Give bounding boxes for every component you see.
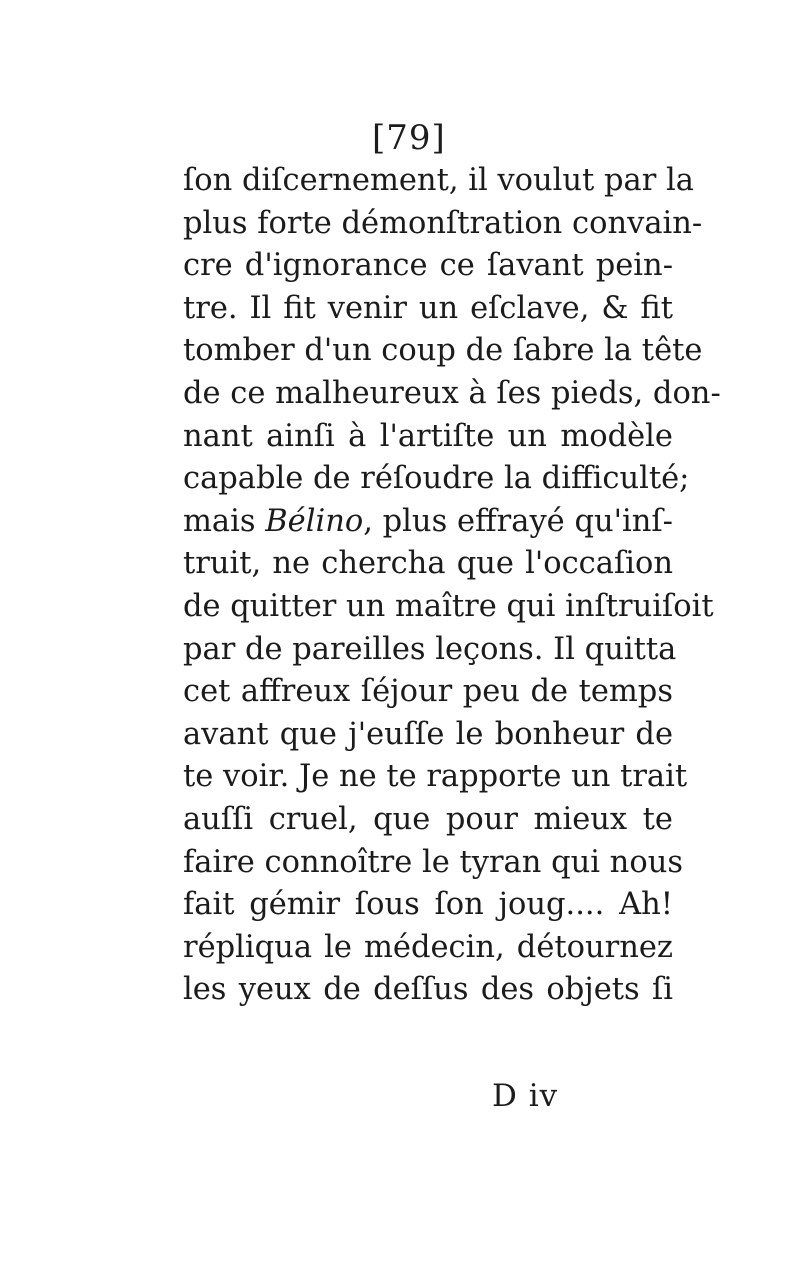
text-line: nant ainſi à l'artiſte un modèle <box>183 418 673 454</box>
text-line: par de pareilles leçons. Il quitta <box>183 631 677 667</box>
text-line: truit, ne chercha que l'occaſion <box>183 546 673 582</box>
italic-name: Bélino <box>265 503 364 539</box>
text-line: les yeux de deſſus des objets ſi <box>183 972 673 1008</box>
text-line: de quitter un maître qui inſtruiſoit <box>183 588 714 624</box>
text-line: plus forte démonſtration convain- <box>183 205 703 241</box>
text-line: cre d'ignorance ce ſavant pein- <box>183 248 673 284</box>
text-line: ſon diſcernement, il voulut par la <box>183 163 694 198</box>
text-line: faire connoître le tyran qui nous <box>183 844 683 880</box>
text-line-with-italic <box>183 501 673 544</box>
text-segment: , plus effrayé qu'inſ- <box>363 503 673 539</box>
text-segment: mais <box>183 503 266 539</box>
body-text <box>183 160 721 1012</box>
text-line: tomber d'un coup de ſabre la tête <box>183 333 703 369</box>
text-line: avant que j'euſſe le bonheur de <box>183 716 673 752</box>
text-line: cet affreux ſéjour peu de temps <box>183 674 673 710</box>
signature-mark: D iv <box>492 1078 559 1114</box>
text-line: te voir. Je ne te rapporte un trait <box>183 759 688 795</box>
text-line: fait gémir ſous ſon joug.... Ah! <box>183 887 673 923</box>
text-line: auſſi cruel, que pour mieux te <box>183 801 673 837</box>
text-line: capable de réſoudre la difficulté; <box>183 461 690 497</box>
text-line: répliqua le médecin, détournez <box>183 929 673 965</box>
text-line: tre. Il fit venir un eſclave, & fit <box>183 290 673 326</box>
page-number: [79] <box>372 118 446 158</box>
text-line: de ce malheureux à ſes pieds, don- <box>183 375 721 411</box>
